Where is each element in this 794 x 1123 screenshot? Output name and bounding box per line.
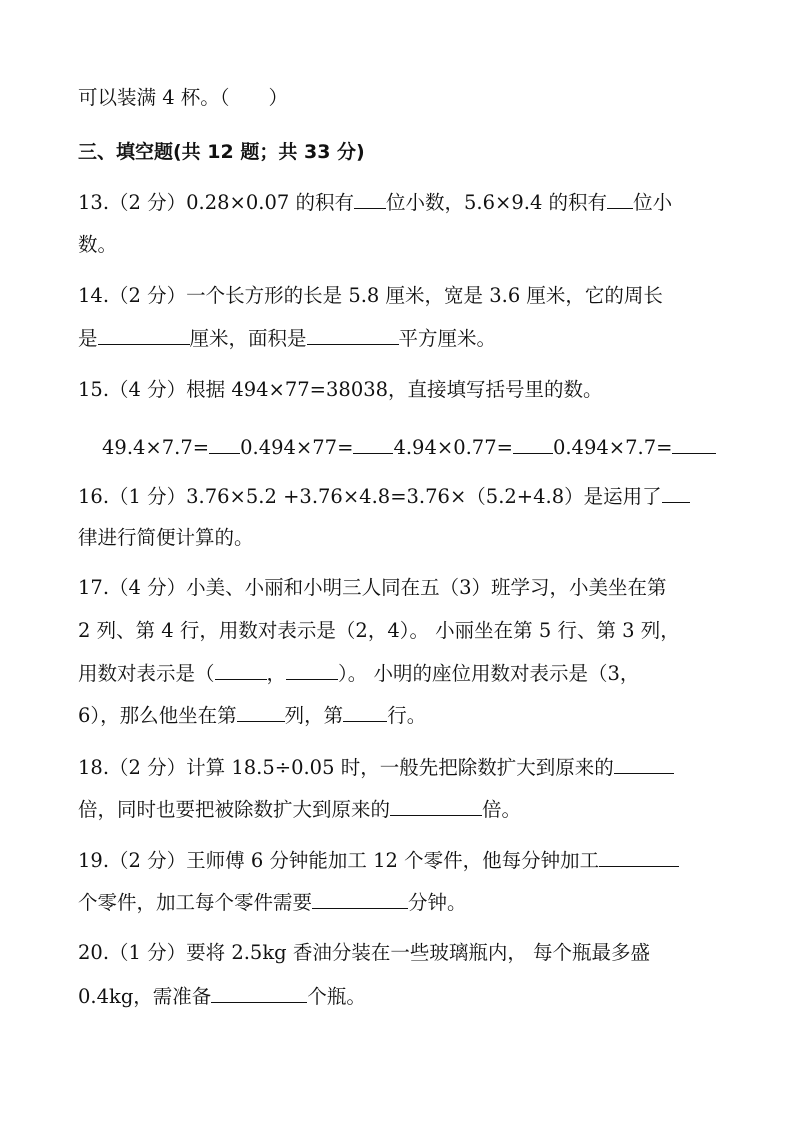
q18-blank-2[interactable] [390, 797, 482, 816]
q13-text-b: 位小数，5.6×9.4 的积有 [386, 191, 608, 214]
q18-text-b: 倍，同时也要把被除数扩大到原来的 [78, 798, 391, 821]
q20-text-b: 个瓶。 [307, 985, 366, 1008]
q19-text-a: 19.（2 分）王师傅 6 分钟能加工 12 个零件，他每分钟加工 [78, 849, 600, 872]
q14-text-c: 平方厘米。 [398, 327, 497, 350]
question-16-line-1 [78, 484, 690, 509]
q17-text-e: 列，第 [284, 704, 344, 727]
q15-blank-2[interactable] [353, 435, 393, 454]
question-20-line-1: 20.（1 分）要将 2.5kg 香油分装在一些玻璃瓶内， 每个瓶最多盛 [78, 941, 651, 964]
q14-blank-2[interactable] [307, 326, 399, 345]
q17-text-f: 行。 [387, 704, 427, 727]
question-13-line-2: 数。 [78, 233, 118, 256]
question-17-line-3 [78, 661, 639, 686]
question-15-line-1: 15.（4 分）根据 494×77=38038，直接填写括号里的数。 [78, 378, 603, 401]
q17-text-a: 用数对表示是（ [78, 662, 215, 685]
q18-blank-1[interactable] [614, 755, 674, 774]
q14-text-a: 是 [78, 327, 98, 350]
q17-blank-4[interactable] [343, 703, 387, 722]
question-19-line-1 [78, 848, 679, 873]
q13-text-c: 位小 [633, 191, 673, 214]
section-heading: 三、填空题(共 12 题；共 33 分) [78, 141, 365, 163]
question-14-line-2 [78, 326, 496, 351]
q14-text-b: 厘米，面积是 [189, 327, 307, 350]
question-18-line-2 [78, 797, 521, 822]
q15-blank-1[interactable] [209, 435, 240, 454]
q15-eq-4: 0.494×7.7= [552, 436, 673, 459]
q17-blank-3[interactable] [237, 703, 285, 722]
q16-blank-1[interactable] [662, 484, 690, 503]
q17-text-c: ）。 小明的座位用数对表示是（3， [338, 662, 640, 685]
question-18-line-1 [78, 755, 674, 780]
q20-blank-1[interactable] [211, 984, 307, 1003]
q16-text-a: 16.（1 分）3.76×5.2 +3.76×4.8=3.76×（5.2+4.8）是运用了 [78, 485, 662, 508]
question-19-line-2 [78, 890, 467, 915]
q13-text-a: 13.（2 分）0.28×0.07 的积有 [78, 191, 354, 214]
q19-text-b: 个零件，加工每个零件需要 [78, 891, 313, 914]
q19-blank-2[interactable] [312, 890, 408, 909]
q15-eq-2: 0.494×77= [240, 436, 354, 459]
q13-blank-2[interactable] [607, 190, 633, 209]
q18-text-a: 18.（2 分）计算 18.5÷0.05 时，一般先把除数扩大到原来的 [78, 756, 614, 779]
question-15-equations [102, 435, 716, 460]
q15-eq-3: 4.94×0.77= [393, 436, 513, 459]
q14-blank-1[interactable] [98, 326, 190, 345]
q17-blank-1[interactable] [215, 661, 267, 680]
q17-blank-2[interactable] [286, 661, 338, 680]
q15-blank-4[interactable] [672, 435, 716, 454]
q19-blank-1[interactable] [599, 848, 679, 867]
question-17-line-4 [78, 703, 426, 728]
carryover-text: 可以装满 4 杯。（ ） [78, 86, 289, 109]
q15-blank-3[interactable] [513, 435, 553, 454]
question-13-line-1 [78, 190, 672, 215]
question-17-line-2: 2 列、第 4 行，用数对表示是（2，4）。 小丽坐在第 5 行、第 3 列， [78, 619, 680, 642]
q19-text-c: 分钟。 [408, 891, 467, 914]
question-17-line-1: 17.（4 分）小美、小丽和小明三人同在五（3）班学习，小美坐在第 [78, 576, 667, 599]
q20-text-a: 0.4kg，需准备 [78, 985, 212, 1008]
q18-text-c: 倍。 [482, 798, 522, 821]
q17-text-b: ， [266, 662, 287, 685]
q17-text-d: 6），那么他坐在第 [78, 704, 237, 727]
q15-eq-1: 49.4×7.7= [102, 436, 210, 459]
question-16-line-2: 律进行简便计算的。 [78, 526, 254, 549]
question-14-line-1: 14.（2 分）一个长方形的长是 5.8 厘米，宽是 3.6 厘米，它的周长 [78, 284, 663, 307]
question-20-line-2 [78, 984, 366, 1009]
q13-blank-1[interactable] [354, 190, 386, 209]
